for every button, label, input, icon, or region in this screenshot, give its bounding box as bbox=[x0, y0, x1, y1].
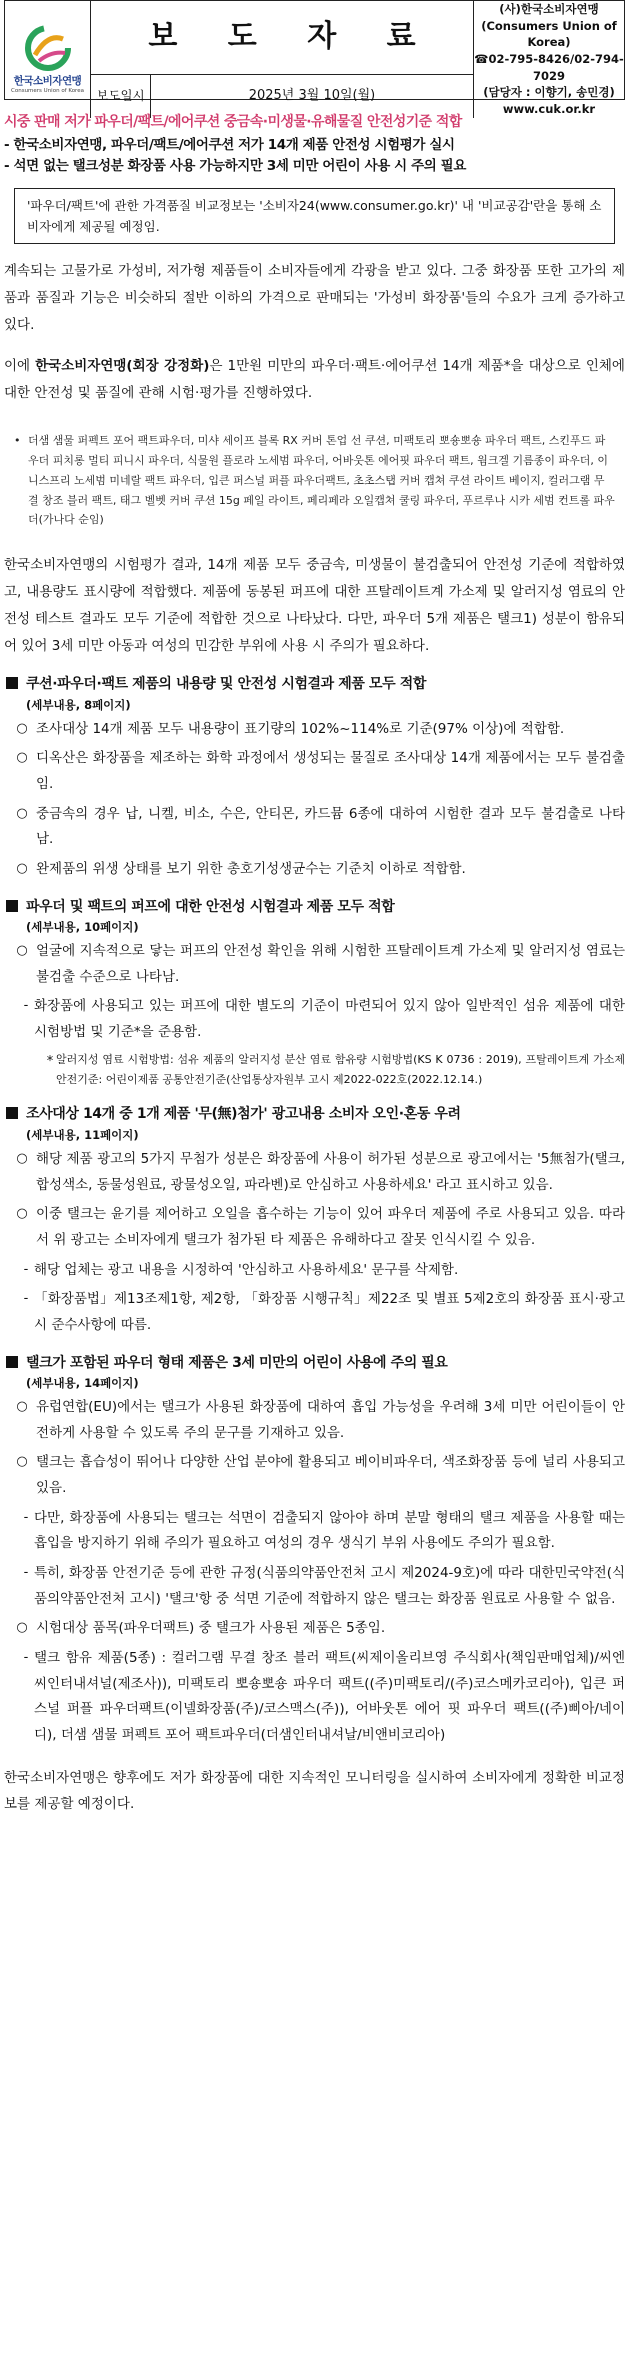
list-item-text: 이중 탤크는 윤기를 제어하고 오일을 흡수하는 기능이 있어 파우더 제품에 주로 사용되고 있음. 따라서 위 광고는 소비자에게 탤크가 첨가된 타 제품은 유해하다고 잘못 인식시킬 수 있음. bbox=[36, 1206, 625, 1248]
list-item-text: 알러지성 염료 시험방법: 섬유 제품의 알러지성 분산 염료 함유량 시험방법(KS K 0736 : 2019), 프탈레이트계 가소제 안전기준: 어린이제품 공통안전기준(산업통상자원부 고시 제2022-022호(2022.12.14.) bbox=[56, 1052, 625, 1087]
list-item bbox=[4, 939, 625, 990]
list-item-text: 디옥산은 화장품을 제조하는 화학 과정에서 생성되는 물질로 조사대상 14개 제품에서는 모두 불검출임. bbox=[36, 750, 625, 793]
list-marker-icon: ○ bbox=[16, 1206, 28, 1222]
list-marker-icon: - bbox=[23, 1261, 29, 1277]
org-contact bbox=[474, 1, 624, 118]
intro2-pre: 이에 bbox=[4, 358, 36, 375]
list-item-text: 유럽연합(EU)에서는 탤크가 사용된 화장품에 대하여 흡입 가능성을 우려해 3세 미만 어린이들이 안전하게 사용할 수 있도록 주의 문구를 기재하고 있음. bbox=[36, 1399, 625, 1441]
list-item bbox=[4, 1450, 625, 1501]
logo-block bbox=[5, 1, 91, 118]
list-item bbox=[4, 1147, 625, 1198]
org-name-en: (Consumers Union of Korea) bbox=[481, 18, 617, 50]
cuk-logo-icon bbox=[25, 25, 71, 71]
product-list-text: 더샘 샘물 퍼펙트 포어 팩트파우더, 미샤 세이프 블록 RX 커버 톤업 선 쿠션, 미팩토리 뽀숑뽀숑 파우더 팩트, 스킨푸드 파우더 피치롱 멀티 피니시 파우더, 식물원 플로라 노세범 파우더, 어바웃톤 에어핏 파우더 팩트, 웜크겔 기름종이 파우더, 이니스프리 노세범 미네랄 팩트 파우더, 입큰 퍼스널 퍼플 파우더팩트, 초초스탭 커버 캡쳐 쿠션 라이트 베이지, 컬러그램 무결 창조 블러 팩트, 태그 벨벳 커버 쿠션 15g 페일 라이트, 페리페라 오일캡쳐 쿨링 파우더, 푸르루나 시카 세범 컨트롤 파우더(가나다 순임) bbox=[28, 434, 615, 527]
square-bullet-icon bbox=[6, 1356, 18, 1368]
intro-paragraph-3: 한국소비자연맹의 시험평가 결과, 14개 제품 모두 중금속, 미생물이 불검출되어 안전성 기준에 적합하였고, 내용량도 표시량에 적합했다. 제품에 동봉된 퍼프에 대한 프탈레이트계 가소제 및 알러지성 염료의 안전성 테스트 결과도 모두 기준에 적합한 것으로 나타났다. 다만, 파우더 5개 제품은 탤크1) 성분이 함유되어 있어 3세 미만 아동과 여성의 민감한 부위에 사용 시 주의가 필요하다. bbox=[4, 557, 625, 655]
list-item-text: 시험대상 품목(파우더팩트) 중 탤크가 사용된 제품은 5종임. bbox=[36, 1620, 386, 1637]
list-marker-icon: ○ bbox=[16, 860, 28, 876]
list-marker-icon: ○ bbox=[16, 1620, 28, 1636]
headline: 시중 판매 저가 파우더/팩트/에어쿠션 중금속·미생물·유해물질 안전성기준 적합 bbox=[4, 114, 462, 130]
list-item bbox=[4, 1506, 625, 1557]
org-contact-person: (담당자 : 이향기, 송민경) bbox=[483, 85, 615, 100]
list-item-text: 얼굴에 지속적으로 닿는 퍼프의 안전성 확인을 위해 시험한 프탈레이트계 가소제 및 알러지성 염료는 불검출 수준으로 나타남. bbox=[36, 943, 625, 985]
list-marker-icon: ○ bbox=[16, 720, 28, 736]
section-detail-ref: (세부내용, 10페이지) bbox=[26, 920, 139, 935]
list-item bbox=[4, 746, 625, 797]
product-list-note bbox=[4, 423, 625, 538]
list-item-text: 「화장품법」제13조제1항, 제2항, 「화장품 시행규칙」제22조 및 별표 5제2호의 화장품 표시·광고 시 준수사항에 따름. bbox=[34, 1291, 625, 1333]
section-title-text: 조사대상 14개 중 1개 제품 '무(無)첨가' 광고내용 소비자 오인·혼동 우려 bbox=[26, 1106, 461, 1123]
list-item bbox=[4, 1287, 625, 1338]
list-item bbox=[4, 857, 625, 883]
info-note-box: '파우더/팩트'에 관한 가격품질 비교정보는 '소비자24(www.consumer.go.kr)' 내 '비교공감'란을 통해 소비자에게 제공될 예정임. bbox=[14, 188, 615, 245]
list-marker-icon: * bbox=[46, 1053, 54, 1069]
list-marker-icon: ○ bbox=[16, 1151, 28, 1167]
list-item bbox=[4, 1050, 625, 1091]
org-phone: ☎02-795-8426/02-794-7029 bbox=[474, 52, 624, 83]
press-header bbox=[4, 0, 625, 117]
bullet-dot-icon: • bbox=[14, 434, 21, 448]
intro-paragraph-2 bbox=[4, 353, 625, 407]
org-name: (사)한국소비자연맹 bbox=[499, 2, 599, 16]
list-item-text: 해당 제품 광고의 5가지 무첨가 성분은 화장품에 사용이 허가된 성분으로 광고에서는 '5無첨가(탤크, 합성색소, 동물성원료, 광물성오일, 파라벤)로 안심하고 사용하세요' 라고 표시하고 있음. bbox=[36, 1151, 625, 1193]
date-value: 2025년 3월 10일(월) bbox=[248, 87, 376, 103]
list-item-text: 조사대상 14개 제품 모두 내용량이 표기량의 102%~114%로 기준(97% 이상)에 적합함. bbox=[36, 720, 565, 737]
list-item-text: 다만, 화장품에 사용되는 탤크는 석면이 검출되지 않아야 하며 분말 형태의 탤크 제품을 사용할 때는 흡입을 방지하기 위해 주의가 필요하고 여성의 경우 생식기 부위 사용에도 주의가 필요함. bbox=[34, 1509, 625, 1552]
section-title bbox=[4, 1102, 625, 1127]
list-marker-icon: ○ bbox=[16, 1454, 28, 1470]
section-detail-ref: (세부내용, 8페이지) bbox=[26, 697, 131, 712]
list-item-text: 탤크는 흡습성이 뛰어나 다양한 산업 분야에 활용되고 베이비파우더, 색조화장품 등에 널리 사용되고 있음. bbox=[36, 1454, 625, 1497]
section-title-text: 쿠션·파우더·팩트 제품의 내용량 및 안전성 시험결과 제품 모두 적합 bbox=[26, 676, 426, 693]
list-marker-icon: ○ bbox=[16, 943, 28, 959]
list-item-text: 중금속의 경우 납, 니켈, 비소, 수은, 안티몬, 카드뮴 6종에 대하여 시험한 결과 모두 불검출로 나타남. bbox=[36, 805, 625, 848]
list-marker-icon: - bbox=[23, 1509, 29, 1525]
list-item-text: 화장품에 사용되고 있는 퍼프에 대한 별도의 기준이 마련되어 있지 않아 일반적인 섬유 제품에 대한 시험방법 및 기준*을 준용함. bbox=[34, 998, 625, 1041]
square-bullet-icon bbox=[6, 1107, 18, 1119]
subline-1: - 한국소비자연맹, 파우더/팩트/에어쿠션 저가 14개 제품 안전성 시험평가 실시 bbox=[4, 136, 455, 153]
list-marker-icon: ○ bbox=[16, 1399, 28, 1415]
list-item bbox=[4, 802, 625, 853]
list-item-text: 특히, 화장품 안전기준 등에 관한 규정(식품의약품안전처 고시 제2024-9호)에 따라 대한민국약전(식품의약품안전처 고시) '탤크'항 중 석면 기준에 적합하지 않은 탤크는 화장품 원료로 사용할 수 없음. bbox=[34, 1564, 625, 1607]
section-title bbox=[4, 672, 625, 697]
list-item bbox=[4, 1395, 625, 1446]
section-detail-ref: (세부내용, 14페이지) bbox=[26, 1376, 139, 1391]
square-bullet-icon bbox=[6, 900, 18, 912]
org-website[interactable]: www.cuk.or.kr bbox=[502, 102, 596, 117]
intro2-bold: 한국소비자연맹(회장 강정화) bbox=[35, 358, 210, 375]
section-detail-ref: (세부내용, 11페이지) bbox=[26, 1127, 139, 1142]
list-marker-icon: - bbox=[23, 1291, 29, 1307]
intro-paragraph-1: 계속되는 고물가로 가성비, 저가형 제품들이 소비자들에게 각광을 받고 있다. 그중 화장품 또한 고가의 제품과 품질과 기능은 비슷하되 절반 이하의 가격으로 판매되는 '가성비 화장품'들의 수요가 크게 증가하고 있다. bbox=[4, 263, 625, 334]
section-title-text: 탤크가 포함된 파우더 형태 제품은 3세 미만의 어린이 사용에 주의 필요 bbox=[26, 1354, 448, 1371]
subline-2: - 석면 없는 탤크성분 화장품 사용 가능하지만 3세 미만 어린이 사용 시 주의 필요 bbox=[4, 158, 466, 175]
list-marker-icon: ○ bbox=[16, 805, 28, 821]
list-marker-icon: - bbox=[23, 998, 29, 1014]
doc-title: 보 도 자 료 bbox=[91, 1, 474, 75]
square-bullet-icon bbox=[6, 677, 18, 689]
list-item-text: 탤크 함유 제품(5종) : 컬러그램 무결 창조 블러 팩트(씨제이올리브영 주식회사(책임판매업체)/씨엔씨인터내셔널(제조사)), 미팩토리 뽀숑뽀숑 파우더 팩트((주)미팩토리/(주)코스메카코리아), 입큰 퍼스널 퍼플 파우더팩트(이넬화장품(주)/코스맥스(주)), 어바웃톤 에어 핏 파우더 팩트((주)삐아/네이디), 더샘 샘물 퍼펙트 포어 팩트파우더(더샘인터내셔날/비앤비코리아) bbox=[34, 1649, 625, 1743]
section-title-text: 파우더 및 팩트의 퍼프에 대한 안전성 시험결과 제품 모두 적합 bbox=[26, 898, 395, 915]
section-title bbox=[4, 1351, 625, 1376]
list-marker-icon: - bbox=[23, 1564, 29, 1580]
list-item-text: 해당 업체는 광고 내용을 시정하여 '안심하고 사용하세요' 문구를 삭제함. bbox=[34, 1261, 459, 1278]
list-marker-icon: - bbox=[23, 1649, 29, 1665]
list-item bbox=[4, 717, 625, 743]
list-item bbox=[4, 1646, 625, 1749]
date-label: 보도일시 bbox=[91, 75, 151, 118]
list-item bbox=[4, 1561, 625, 1612]
list-item bbox=[4, 994, 625, 1045]
logo-text: 한국소비자연맹 bbox=[13, 75, 82, 88]
list-item bbox=[4, 1202, 625, 1253]
list-marker-icon: ○ bbox=[16, 750, 28, 766]
list-item bbox=[4, 1258, 625, 1284]
list-item bbox=[4, 1616, 625, 1642]
logo-sub: Consumers Union of Korea bbox=[11, 87, 84, 94]
intro2-post: 은 1만원 미만의 파우더·팩트·에어쿠션 14개 제품*을 대상으로 인체에 대한 안전성 및 품질에 관해 시험·평가를 진행하였다. bbox=[4, 358, 625, 402]
sections-container bbox=[4, 672, 625, 1748]
closing-paragraph: 한국소비자연맹은 향후에도 저가 화장품에 대한 지속적인 모니터링을 실시하여 소비자에게 정확한 비교정보를 제공할 예정이다. bbox=[4, 1770, 625, 1813]
section-title bbox=[4, 895, 625, 920]
list-item-text: 완제품의 위생 상태를 보기 위한 총호기성생균수는 기준치 이하로 적합함. bbox=[36, 860, 466, 877]
